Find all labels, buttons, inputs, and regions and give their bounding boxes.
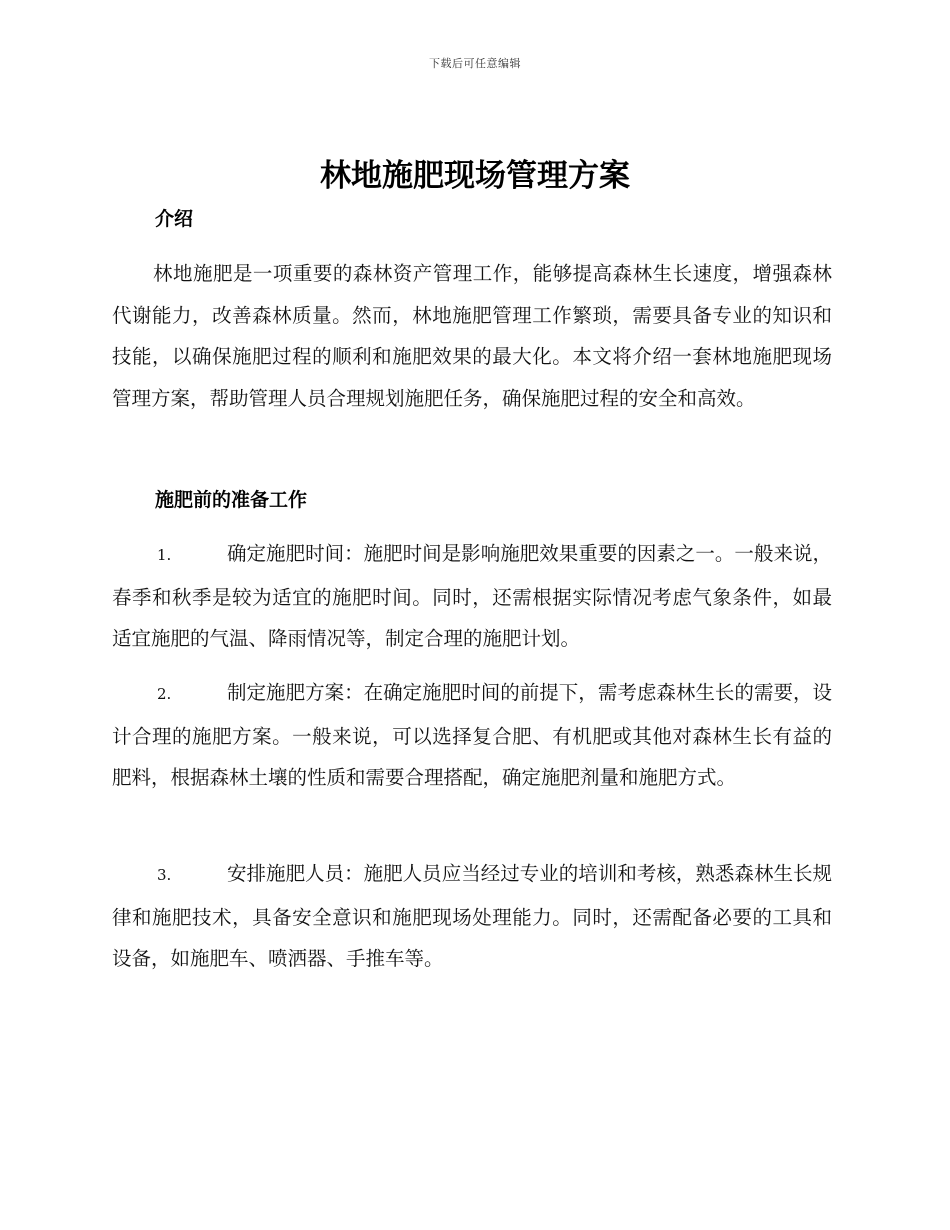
header-note: 下载后可任意编辑 [429,57,521,70]
list-item-number: 2. [157,685,172,703]
list-item [112,853,832,980]
document-title: 林地施肥现场管理方案 [320,158,630,194]
intro-paragraph: 林地施肥是一项重要的森林资产管理工作，能够提高森林生长速度，增强森林代谢能力，改善森林质量。然而，林地施肥管理工作繁琐，需要具备专业的知识和技能，以确保施肥过程的顺利和施肥效果的最大化。本文将介绍一套林地施肥现场管理方案，帮助管理人员合理规划施肥任务，确保施肥过程的安全和高效。 [112,262,832,410]
list-item-number: 3. [157,866,172,884]
list-item-text: 制定施肥方案：在确定施肥时间的前提下，需考虑森林生长的需要，设计合理的施肥方案。一般来说，可以选择复合肥、有机肥或其他对森林生长有益的肥料，根据森林土壤的性质和需要合理搭配，确定施肥剂量和施肥方式。 [112,681,832,789]
section-heading-intro: 介绍 [155,208,194,230]
intro-section-body [112,253,832,419]
list-item-text: 确定施肥时间：施肥时间是影响施肥效果重要的因素之一。一般来说，春季和秋季是较为适宜的施肥时间。同时，还需根据实际情况考虑气象条件，如最适宜施肥的气温、降雨情况等，制定合理的施肥计划。 [112,542,832,650]
list-item [112,672,832,799]
list-item-number: 1. [157,546,172,564]
section-heading-preparation: 施肥前的准备工作 [155,489,308,511]
list-item-text: 安排施肥人员：施肥人员应当经过专业的培训和考核，熟悉森林生长规律和施肥技术，具备安全意识和施肥现场处理能力。同时，还需配备必要的工具和设备，如施肥车、喷洒器、手推车等。 [112,862,832,970]
list-item [112,533,832,660]
